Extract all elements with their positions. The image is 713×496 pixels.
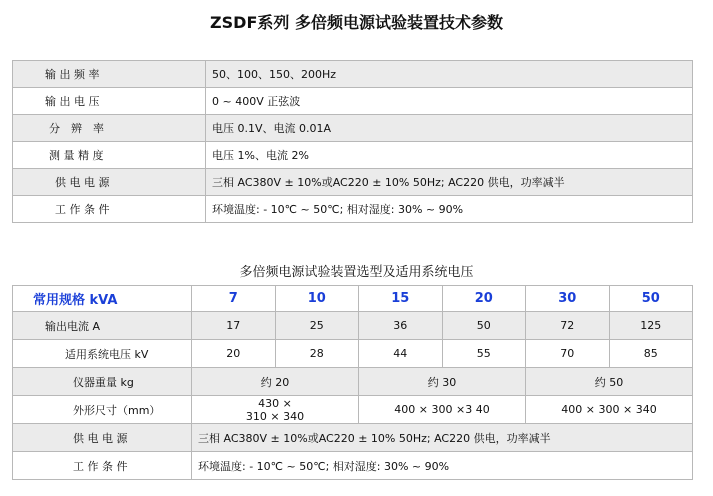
spec-table — [12, 60, 693, 223]
spec-value: 50、100、150、200Hz — [206, 61, 693, 88]
row-label: 适用系统电压 kV — [13, 340, 192, 368]
voltage-cell: 44 — [359, 340, 443, 368]
dimension-cell — [192, 396, 359, 424]
voltage-cell: 55 — [442, 340, 526, 368]
condition-value: 环境温度: - 10℃ ~ 50℃; 相对湿度: 30% ~ 90% — [192, 452, 693, 480]
current-cell: 36 — [359, 312, 443, 340]
table-row — [13, 368, 693, 396]
voltage-cell: 85 — [609, 340, 693, 368]
table-row — [13, 88, 693, 115]
dimension-line: 430 × — [258, 396, 292, 410]
current-cell: 50 — [442, 312, 526, 340]
spec-label: 供 电 电 源 — [13, 169, 206, 196]
current-cell: 17 — [192, 312, 276, 340]
dimension-line: 310 × 340 — [245, 409, 305, 423]
spec-value: 电压 0.1V、电流 0.01A — [206, 115, 693, 142]
table-row — [13, 142, 693, 169]
spec-value: 三相 AC380V ± 10%或AC220 ± 10% 50Hz; AC220 供电，功率减半 — [206, 169, 693, 196]
capacity-cell: 10 — [275, 286, 359, 312]
table-row — [13, 424, 693, 452]
table-row — [13, 115, 693, 142]
selection-title: 多倍频电源试验装置选型及适用系统电压 — [239, 265, 474, 280]
capacity-cell: 30 — [526, 286, 610, 312]
spec-value: 电压 1%、电流 2% — [206, 142, 693, 169]
table-header-row — [13, 286, 693, 312]
table-row — [13, 340, 693, 368]
current-cell: 125 — [609, 312, 693, 340]
table-row — [13, 169, 693, 196]
spec-label: 工 作 条 件 — [13, 196, 206, 223]
spec-label: 输 出 频 率 — [13, 61, 206, 88]
table-row — [13, 61, 693, 88]
row-label: 外形尺寸（mm） — [13, 396, 192, 424]
current-cell: 25 — [275, 312, 359, 340]
header-label: 常用规格 kVA — [13, 286, 192, 312]
dimension-cell — [359, 396, 526, 424]
current-cell: 72 — [526, 312, 610, 340]
row-label: 工 作 条 件 — [13, 452, 192, 480]
capacity-cell: 50 — [609, 286, 693, 312]
spec-value: 环境温度: - 10℃ ~ 50℃; 相对湿度: 30% ~ 90% — [206, 196, 693, 223]
capacity-cell: 15 — [359, 286, 443, 312]
table-row — [13, 396, 693, 424]
page-title: ZSDF系列 多倍频电源试验装置技术参数 — [210, 13, 503, 32]
spec-label: 分 辨 率 — [13, 115, 206, 142]
dimension-cell — [526, 396, 693, 424]
capacity-cell: 20 — [442, 286, 526, 312]
row-label: 仪器重量 kg — [13, 368, 192, 396]
dimension-line: 400 × 300 × 340 — [561, 403, 657, 416]
selection-table — [12, 285, 693, 480]
weight-cell: 约 50 — [526, 368, 693, 396]
voltage-cell: 70 — [526, 340, 610, 368]
dimension-line: 400 × 300 ×3 40 — [394, 403, 490, 416]
row-label: 供 电 电 源 — [13, 424, 192, 452]
capacity-cell: 7 — [192, 286, 276, 312]
table-row — [13, 196, 693, 223]
voltage-cell: 20 — [192, 340, 276, 368]
table-row — [13, 452, 693, 480]
spec-label: 测 量 精 度 — [13, 142, 206, 169]
spec-label: 输 出 电 压 — [13, 88, 206, 115]
power-value: 三相 AC380V ± 10%或AC220 ± 10% 50Hz; AC220 供电，功率减半 — [192, 424, 693, 452]
weight-cell: 约 30 — [359, 368, 526, 396]
weight-cell: 约 20 — [192, 368, 359, 396]
spec-value: 0 ~ 400V 正弦波 — [206, 88, 693, 115]
table-row — [13, 312, 693, 340]
row-label: 输出电流 A — [13, 312, 192, 340]
voltage-cell: 28 — [275, 340, 359, 368]
